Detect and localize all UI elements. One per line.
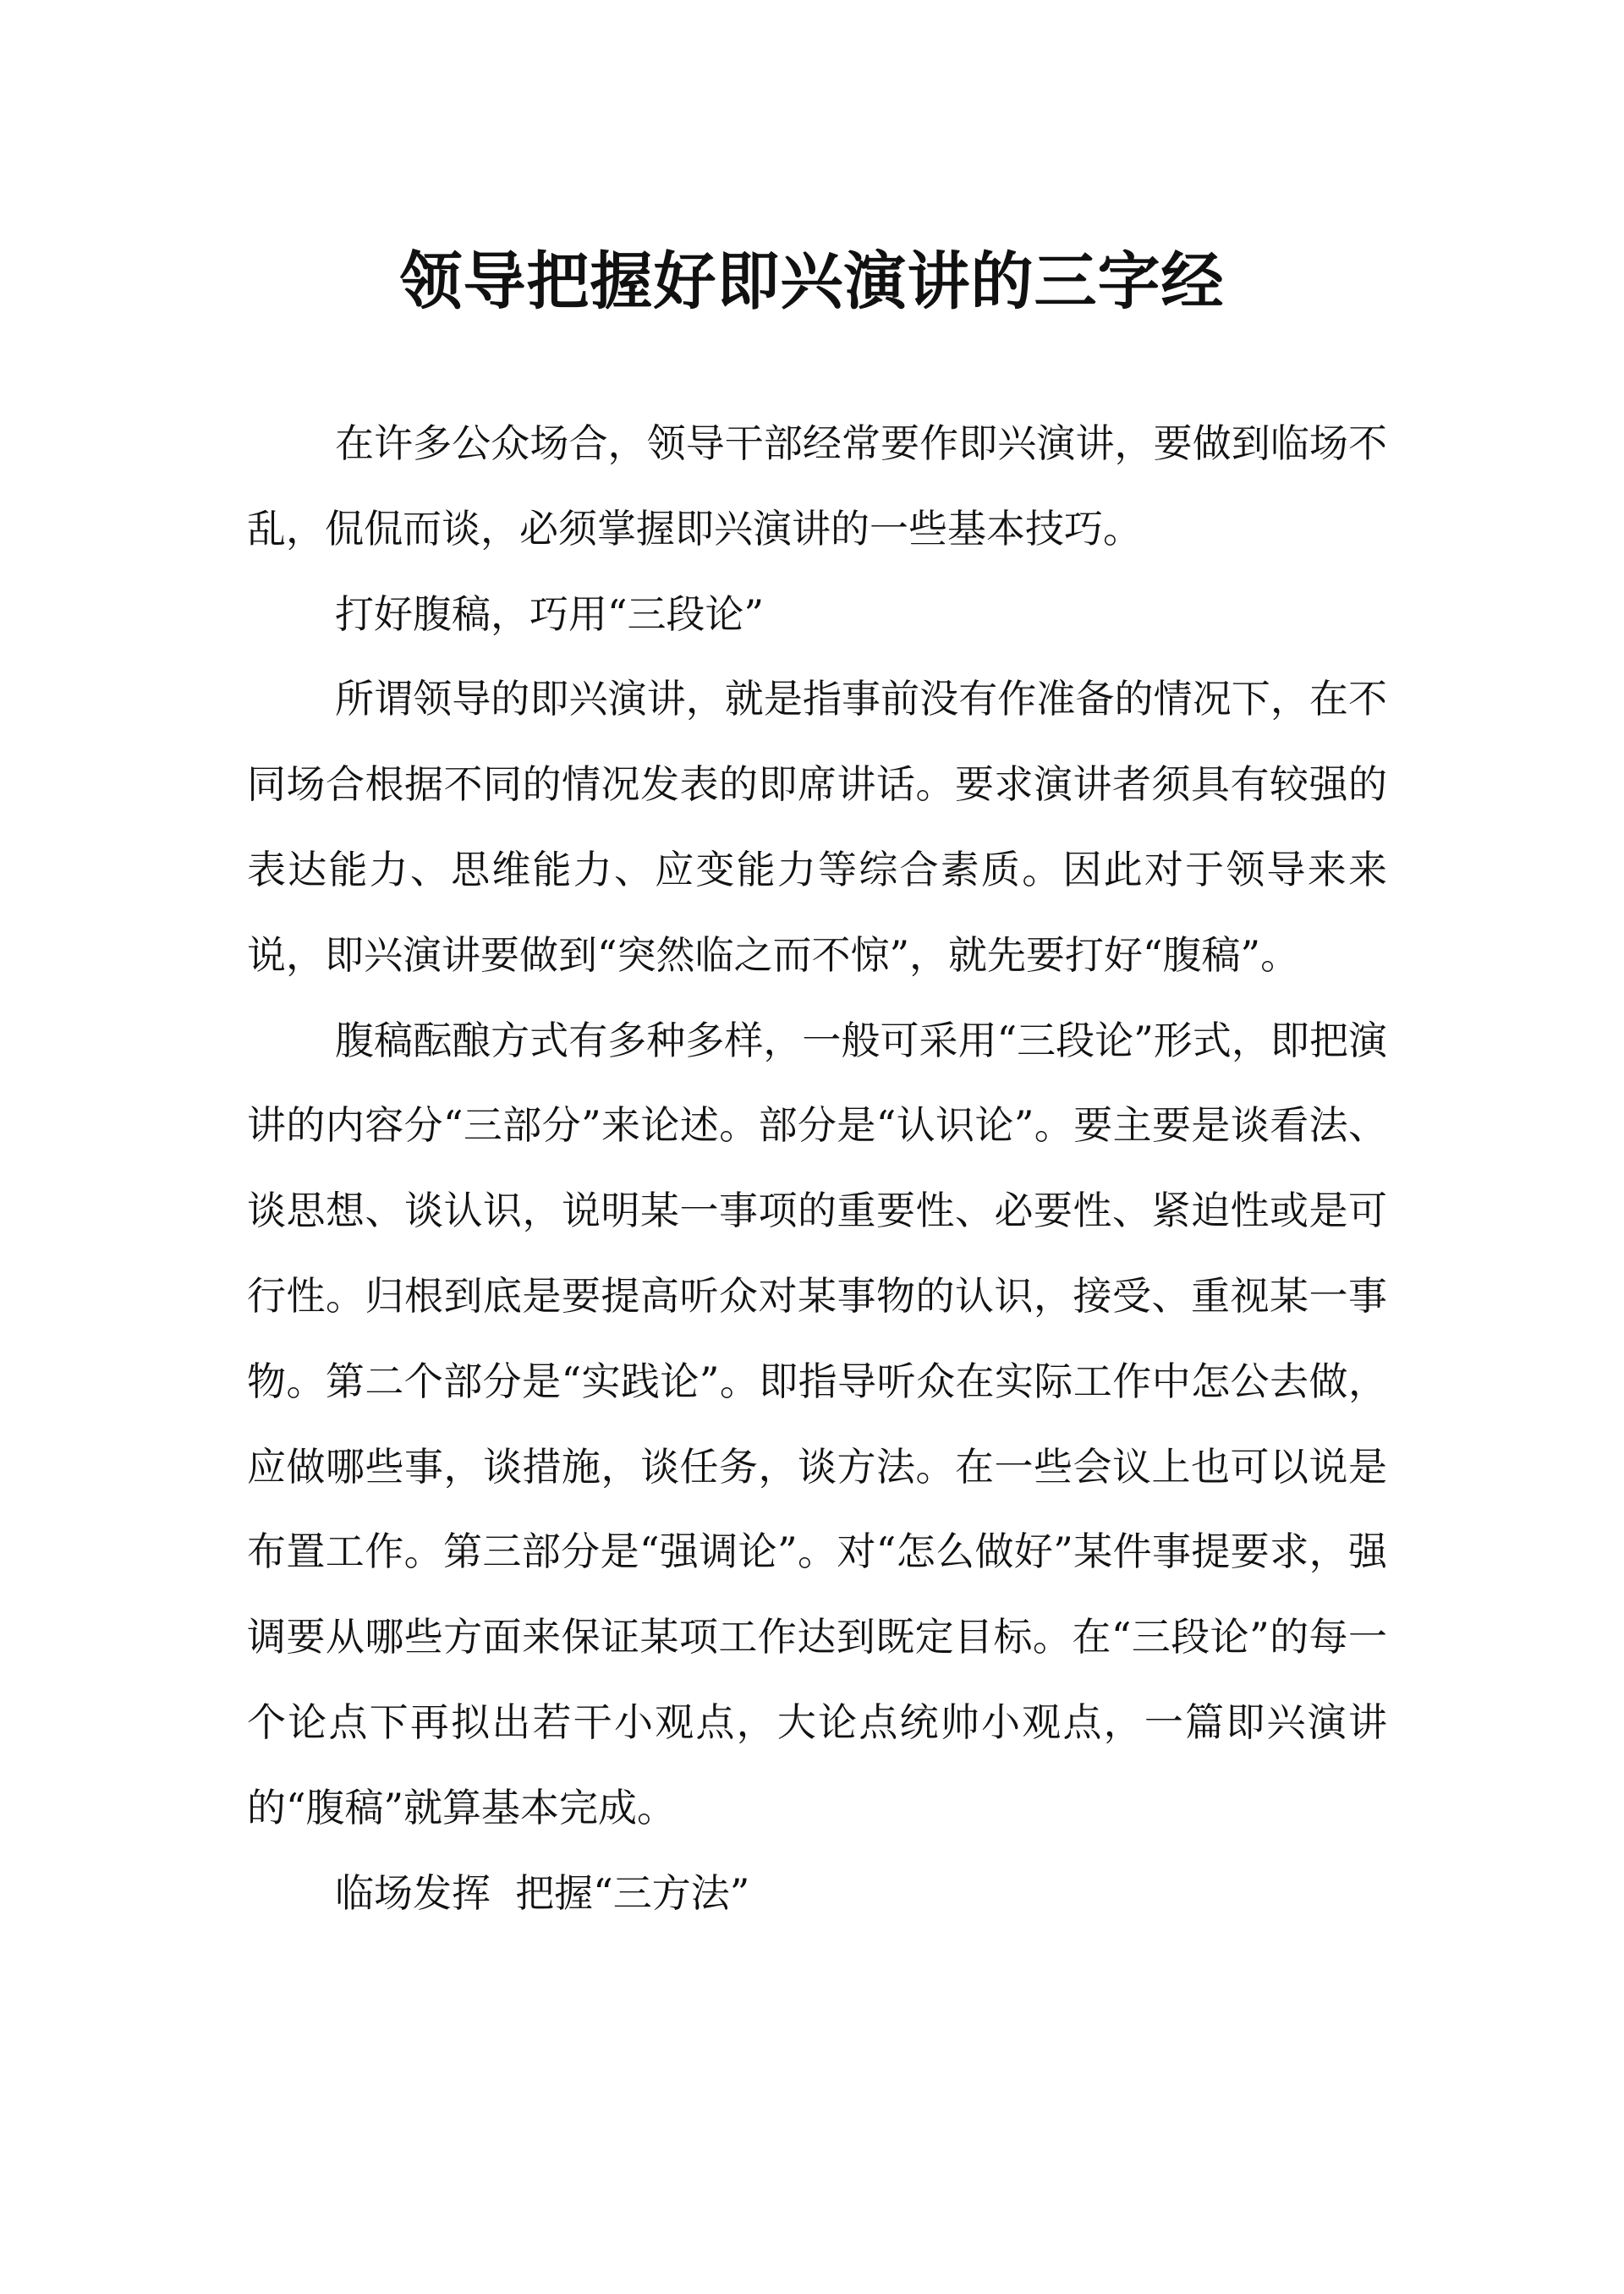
paragraph: 在许多公众场合，领导干部经常要作即兴演讲，要做到临场不乱，侃侃而谈，必须掌握即兴演讲的一些基本技巧。 bbox=[247, 420, 1387, 552]
paragraph: 所谓领导的即兴演讲，就是指事前没有作准备的情况下，在不同场合根据不同的情况发表的即席讲话。要求演讲者须具有较强的表达能力、思维能力、应变能力等综合素质。因此对于领导来来说，即兴演讲要做到“突然临之而不惊”，就先要打好“腹稿”。 bbox=[247, 676, 1387, 978]
document-body bbox=[247, 401, 1387, 1935]
section-heading: 打好腹稿，巧用“三段论” bbox=[335, 590, 765, 637]
paragraph: 腹稿酝酿方式有多种多样，一般可采用“三段论”形式，即把演讲的内容分“三部分”来论述。部分是“认识论”。要主要是谈看法、谈思想、谈认识，说明某一事项的重要性、必要性、紧迫性或是可行性。归根到底是要提高听众对某事物的认识，接受、重视某一事物。第二个部分是“实践论”。即指导听众在实际工作中怎公去做，应做哪些事，谈措施，谈任务，谈方法。在一些会议上也可以说是布置工作。第三部分是“强调论”。对“怎么做好”某件事提要求，强调要从哪些方面来保证某项工作达到既定目标。在“三段论”的每一个论点下再拟出若干小观点，大论点统帅小观点，一篇即兴演讲的“腹稿”就算基本完成。 bbox=[247, 1017, 1387, 1830]
document-title: 领导把握好即兴演讲的三字经 bbox=[399, 244, 1225, 318]
section-heading: 临场发挥 把握“三方法” bbox=[335, 1869, 750, 1916]
